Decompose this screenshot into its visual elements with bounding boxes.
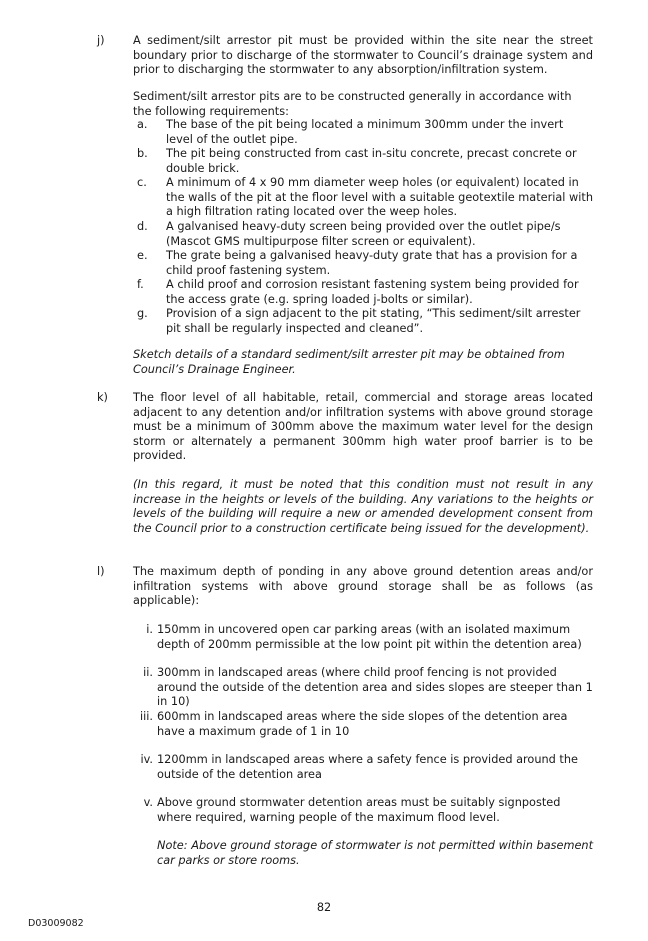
document-id: D03009082 (28, 918, 84, 929)
clause-label-l: l) (97, 565, 105, 578)
list-marker: i. (146, 623, 153, 636)
list-marker: a. (137, 118, 148, 131)
list-item-text: The pit being constructed from cast in-situ concrete, precast concrete or double brick. (166, 147, 577, 175)
list-marker: c. (137, 176, 147, 189)
list-marker: v. (143, 796, 153, 809)
list-item-text: 150mm in uncovered open car parking areas (with an isolated maximum depth of 200mm permissible at the low point pit within the detention area) (157, 623, 582, 651)
list-marker: ii. (143, 666, 153, 679)
list-marker: iv. (140, 753, 153, 766)
list-item-text: Above ground stormwater detention areas must be suitably signposted where required, warning people of the maximum flood level. (157, 796, 561, 824)
list-marker: g. (137, 307, 148, 320)
list-marker: e. (137, 249, 148, 262)
clause-l-intro: The maximum depth of ponding in any above ground detention areas and/or infiltration systems with above ground storage shall be as follows (as applicable): (133, 565, 593, 608)
clause-label-j: j) (97, 34, 105, 47)
list-item-text: A child proof and corrosion resistant fastening system being provided for the access grate (e.g. spring loaded j-bolts or similar). (166, 278, 579, 306)
list-item-text: 300mm in landscaped areas (where child proof fencing is not provided around the outside of the detention area and sides slopes are steeper than 1 in 10) (157, 666, 593, 709)
clause-k-note: (In this regard, it must be noted that this condition must not result in any increase in the heights or levels of the building. Any variations to the heights or levels of the building will require a new or amended development consent from the Council prior to a construction certificate being issued for the development). (133, 478, 593, 535)
clause-label-k: k) (97, 391, 108, 404)
list-marker: d. (137, 220, 148, 233)
clause-j-requirements-intro: Sediment/silt arrestor pits are to be constructed generally in accordance with the following requirements: (133, 90, 572, 118)
list-item-text: The grate being a galvanised heavy-duty grate that has a provision for a child proof fastening system. (166, 249, 578, 277)
list-item-text: 600mm in landscaped areas where the side slopes of the detention area have a maximum grade of 1 in 10 (157, 710, 568, 738)
list-marker: iii. (139, 710, 153, 723)
clause-k-text: The floor level of all habitable, retail, commercial and storage areas located adjacent to any detention and/or infiltration systems with above ground storage must be a minimum of 300mm above the maximum water level for the design storm or alternately a permanent 300mm high water proof barrier is to be provided. (133, 391, 593, 463)
list-item-text: 1200mm in landscaped areas where a safety fence is provided around the outside of the detention area (157, 753, 578, 781)
list-marker: b. (137, 147, 148, 160)
list-item-text: A minimum of 4 x 90 mm diameter weep holes (or equivalent) located in the walls of the pit at the floor level with a suitable geotextile material with a high filtration rating located over the weep holes. (166, 176, 594, 219)
list-marker: f. (137, 278, 144, 291)
page-number: 82 (316, 901, 332, 914)
list-item-text: The base of the pit being located a minimum 300mm under the invert level of the outlet pipe. (166, 118, 564, 146)
clause-j-note: Sketch details of a standard sediment/silt arrester pit may be obtained from Council’s Drainage Engineer. (133, 348, 565, 376)
clause-l-note: Note: Above ground storage of stormwater is not permitted within basement car parks or store rooms. (157, 839, 593, 867)
list-item-text: A galvanised heavy-duty screen being provided over the outlet pipe/s (Mascot GMS multipurpose filter screen or equivalent). (166, 220, 561, 248)
list-item-text: Provision of a sign adjacent to the pit stating, “This sediment/silt arrester pit shall be regularly inspected and cleaned”. (166, 307, 581, 335)
clause-j-intro: A sediment/silt arrestor pit must be provided within the site near the street boundary prior to discharge of the stormwater to Council’s drainage system and prior to discharging the stormwater to any absorption/infiltration system. (133, 34, 593, 77)
